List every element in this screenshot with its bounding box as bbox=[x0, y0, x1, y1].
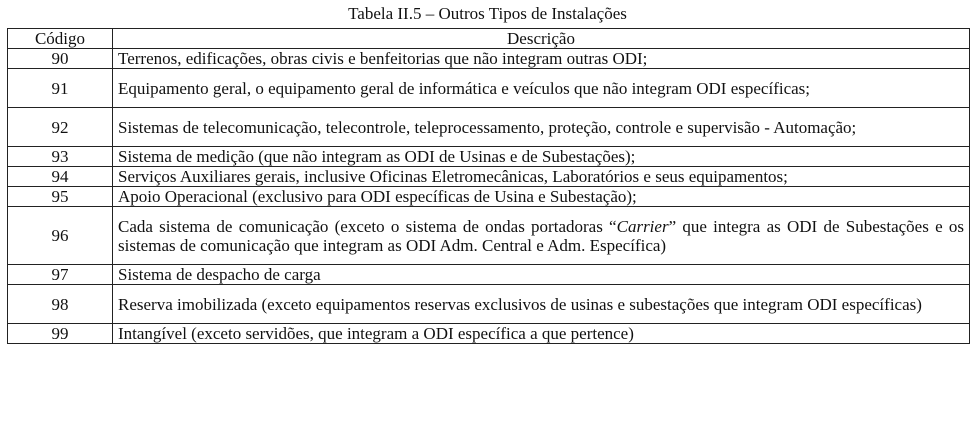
table-row bbox=[8, 108, 970, 147]
row-code: 94 bbox=[8, 167, 113, 187]
row-description: Intangível (exceto servidões, que integram a ODI específica a que pertence) bbox=[113, 324, 970, 344]
row-code: 97 bbox=[8, 265, 113, 285]
header-description: Descrição bbox=[113, 29, 970, 49]
row-description: Reserva imobilizada (exceto equipamentos reservas exclusivos de usinas e subestações que integram ODI específicas) bbox=[113, 285, 970, 324]
row-description-text: Cada sistema de comunicação (exceto o sistema de ondas portadoras “ bbox=[118, 216, 617, 236]
row-code: 98 bbox=[8, 285, 113, 324]
table-row bbox=[8, 167, 970, 187]
row-code: 91 bbox=[8, 69, 113, 108]
row-description: Equipamento geral, o equipamento geral de informática e veículos que não integram ODI específicas; bbox=[113, 69, 970, 108]
row-description-text: ” que integra as ODI de Subestações e os sistemas de comunicação que integram as ODI Adm. Central e Adm. Específica) bbox=[118, 216, 964, 255]
row-description-italic: Carrier bbox=[616, 216, 669, 236]
table-row bbox=[8, 187, 970, 207]
row-description: Sistemas de telecomunicação, telecontrole, teleprocessamento, proteção, controle e supervisão - Automação; bbox=[113, 108, 970, 147]
row-code: 93 bbox=[8, 147, 113, 167]
table-row bbox=[8, 69, 970, 108]
table-row bbox=[8, 265, 970, 285]
row-code: 99 bbox=[8, 324, 113, 344]
row-code: 96 bbox=[8, 207, 113, 265]
row-code: 95 bbox=[8, 187, 113, 207]
header-code: Código bbox=[8, 29, 113, 49]
table-row bbox=[8, 324, 970, 344]
table-row bbox=[8, 147, 970, 167]
row-code: 92 bbox=[8, 108, 113, 147]
row-description: Sistema de despacho de carga bbox=[113, 265, 970, 285]
row-code: 90 bbox=[8, 49, 113, 69]
row-description: Terrenos, edificações, obras civis e benfeitorias que não integram outras ODI; bbox=[113, 49, 970, 69]
table-row bbox=[8, 207, 970, 265]
table-row bbox=[8, 285, 970, 324]
row-description: Serviços Auxiliares gerais, inclusive Oficinas Eletromecânicas, Laboratórios e seus equipamentos; bbox=[113, 167, 970, 187]
installations-table bbox=[7, 28, 970, 344]
row-description: Apoio Operacional (exclusivo para ODI específicas de Usina e Subestação); bbox=[113, 187, 970, 207]
table-caption: Tabela II.5 – Outros Tipos de Instalações bbox=[348, 4, 627, 23]
table-row bbox=[8, 49, 970, 69]
table-header-row bbox=[8, 29, 970, 49]
row-description: Sistema de medição (que não integram as ODI de Usinas e de Subestações); bbox=[113, 147, 970, 167]
row-description bbox=[113, 207, 970, 265]
